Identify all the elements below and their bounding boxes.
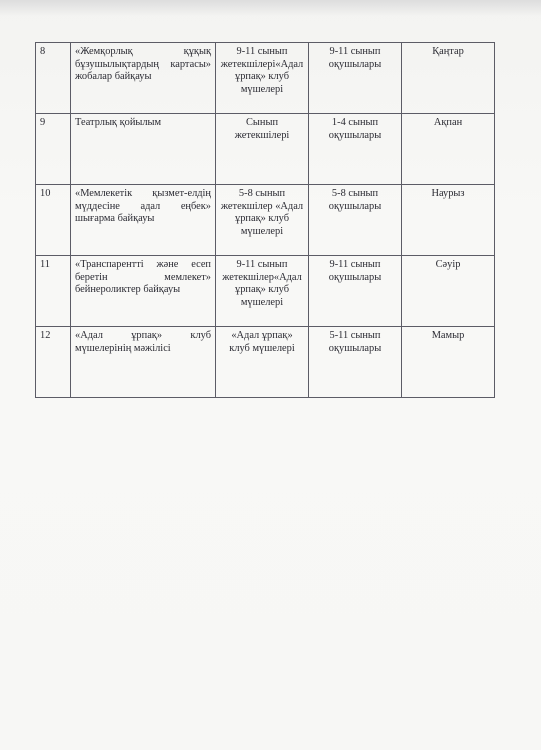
event-participants: 5-8 сынып оқушылары [309, 185, 402, 256]
event-responsible: 9-11 сынып жетекшілері«Адал ұрпақ» клуб мүшелері [216, 43, 309, 114]
event-responsible: 5-8 сынып жетекшілер «Адал ұрпақ» клуб мүшелері [216, 185, 309, 256]
event-month: Мамыр [402, 327, 495, 398]
event-participants: 5-11 сынып оқушылары [309, 327, 402, 398]
event-month: Қаңтар [402, 43, 495, 114]
table-row [36, 256, 495, 327]
event-participants: 1-4 сынып оқушылары [309, 114, 402, 185]
event-month: Сәуір [402, 256, 495, 327]
table-row [36, 43, 495, 114]
event-participants: 9-11 сынып оқушылары [309, 256, 402, 327]
events-plan-table [35, 42, 495, 398]
event-month: Ақпан [402, 114, 495, 185]
event-month: Наурыз [402, 185, 495, 256]
event-responsible: 9-11 сынып жетекшілер«Адал ұрпақ» клуб мүшелері [216, 256, 309, 327]
event-title: «Мемлекетік қызмет-елдің мүддесіне адал еңбек» шығарма байқауы [71, 185, 216, 256]
event-responsible: Сынып жетекшілері [216, 114, 309, 185]
event-title: «Транспарентті және есеп беретін мемлекет» бейнероликтер байқауы [71, 256, 216, 327]
row-number: 12 [36, 327, 71, 398]
table-row [36, 114, 495, 185]
event-title: «Жемқорлық құқық бұзушылықтардың картасы» жобалар байқауы [71, 43, 216, 114]
scan-edge-shadow [0, 0, 541, 16]
row-number: 11 [36, 256, 71, 327]
table-row [36, 327, 495, 398]
event-responsible: «Адал ұрпақ» клуб мүшелері [216, 327, 309, 398]
event-title: Театрлық қойылым [71, 114, 216, 185]
table-row [36, 185, 495, 256]
row-number: 9 [36, 114, 71, 185]
row-number: 8 [36, 43, 71, 114]
event-title: «Адал ұрпақ» клуб мүшелерінің мәжілісі [71, 327, 216, 398]
event-participants: 9-11 сынып оқушылары [309, 43, 402, 114]
row-number: 10 [36, 185, 71, 256]
